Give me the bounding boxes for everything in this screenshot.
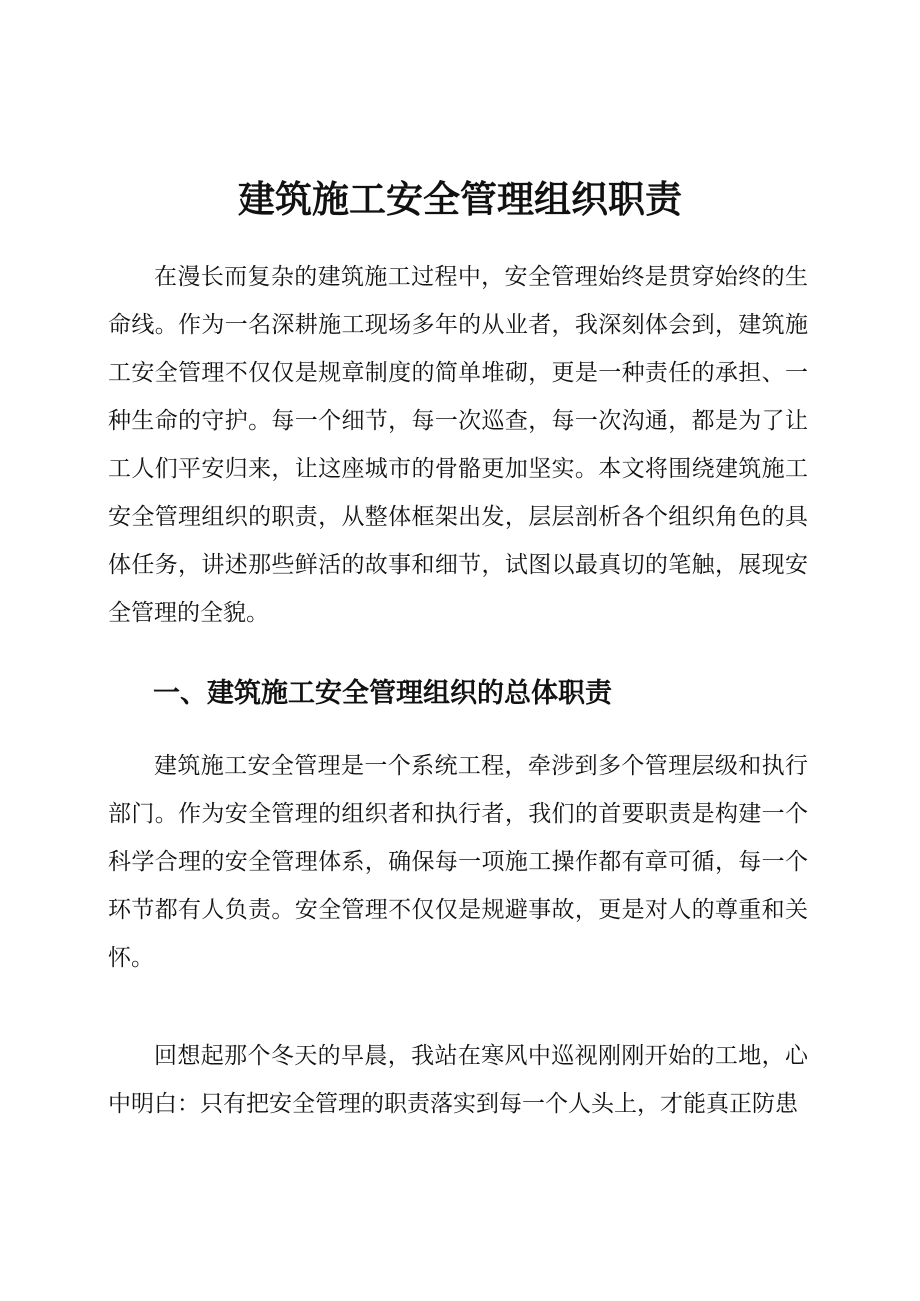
intro-paragraph: 在漫长而复杂的建筑施工过程中，安全管理始终是贯穿始终的生命线。作为一名深耕施工现场多年的从业者，我深刻体会到，建筑施工安全管理不仅仅是规章制度的简单堆砌，更是一种责任的承担、一种生命的守护。每一个细节，每一次巡查，每一次沟通，都是为了让工人们平安归来，让这座城市的骨骼更加坚实。本文将围绕建筑施工安全管理组织的职责，从整体框架出发，层层剖析各个组织角色的具体任务，讲述那些鲜活的故事和细节，试图以最真切的笔触，展现安全管理的全貌。 bbox=[108, 264, 808, 626]
section-paragraph-1: 建筑施工安全管理是一个系统工程，牵涉到多个管理层级和执行部门。作为安全管理的组织者和执行者，我们的首要职责是构建一个科学合理的安全管理体系，确保每一项施工操作都有章可循，每一个环节都有人负责。安全管理不仅仅是规避事故，更是对人的尊重和关怀。 bbox=[108, 753, 808, 971]
section-paragraph-2: 回想起那个冬天的早晨，我站在寒风中巡视刚刚开始的工地，心中明白：只有把安全管理的职责落实到每一个人头上，才能真正防患 bbox=[108, 1043, 808, 1117]
document-title: 建筑施工安全管理组织职责 bbox=[238, 178, 682, 221]
section-heading: 一、建筑施工安全管理组织的总体职责 bbox=[153, 678, 612, 709]
